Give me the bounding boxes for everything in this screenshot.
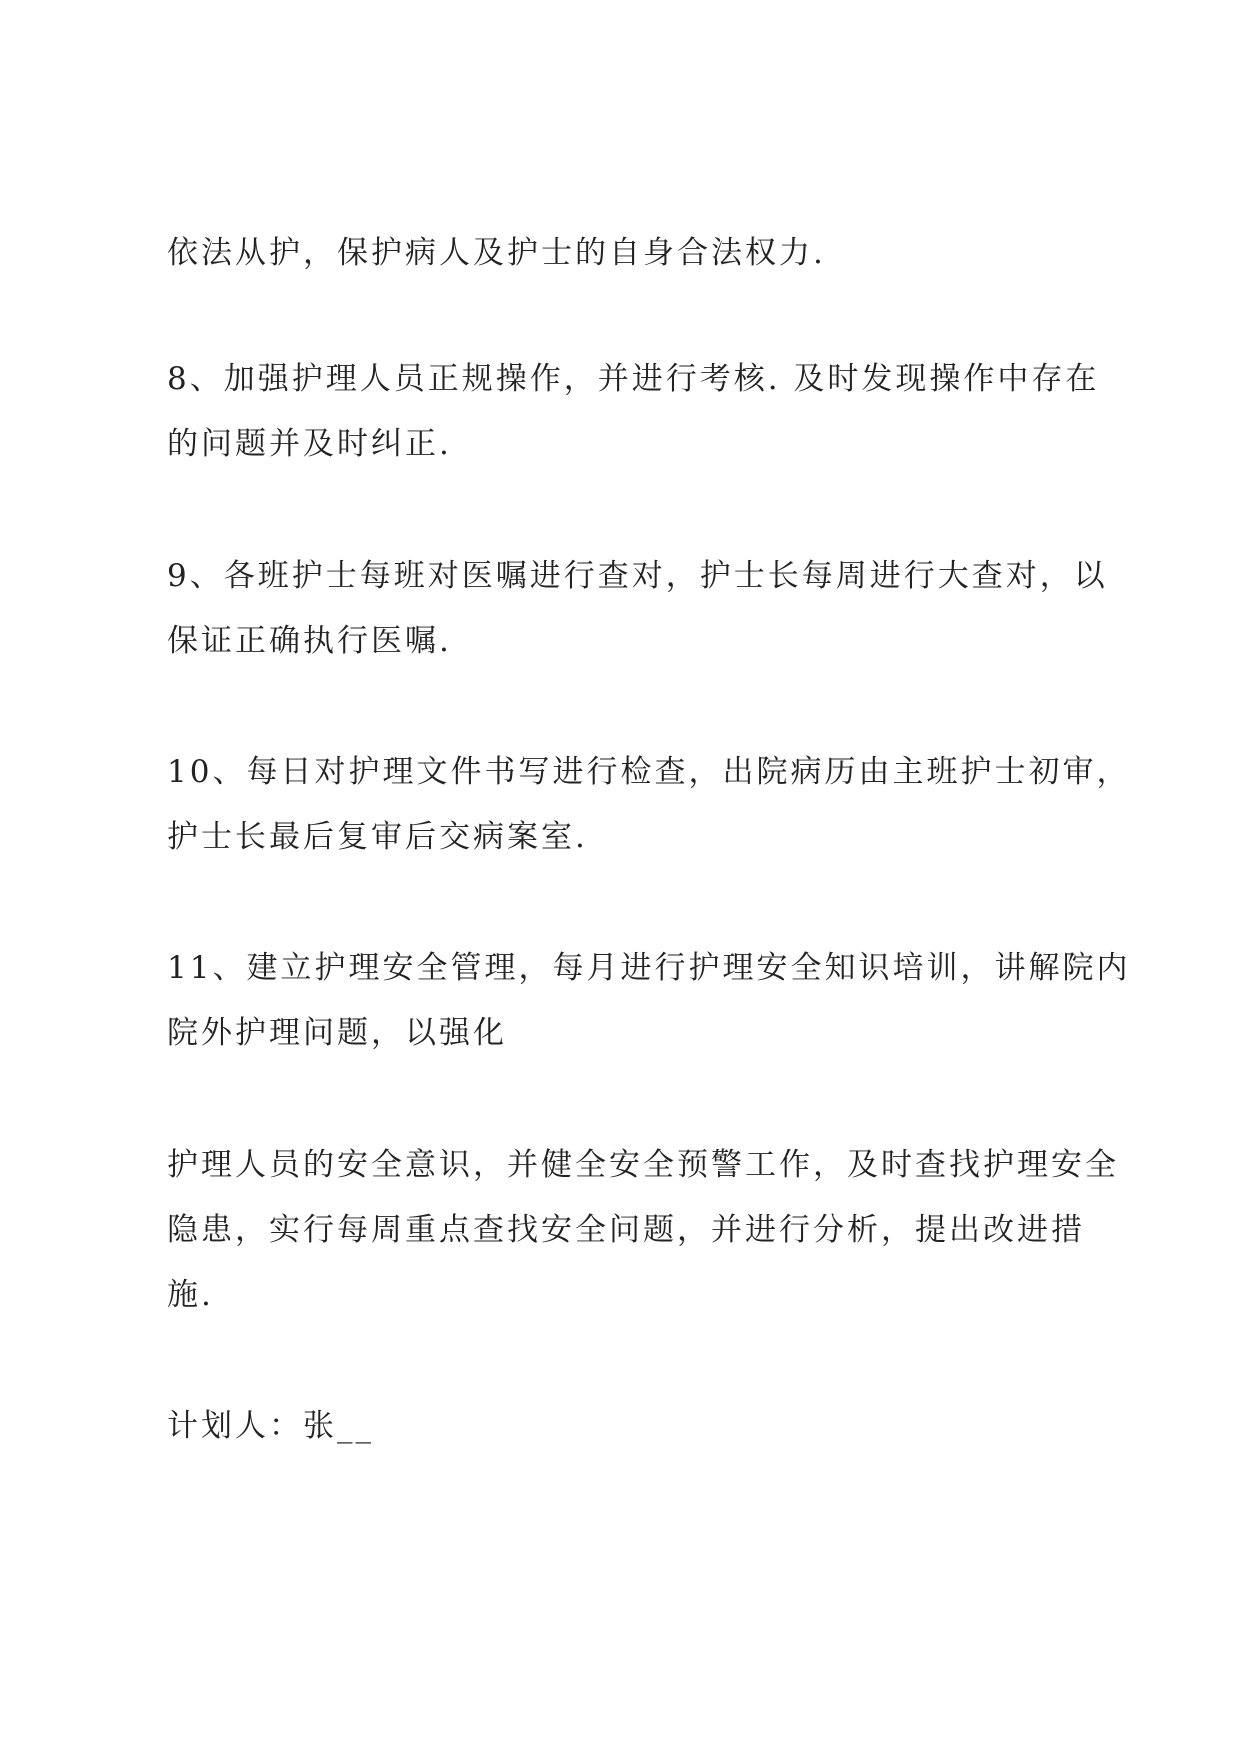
item-10-line-2: 护士长最后复审后交病案室. [167,819,588,855]
paragraph-line-3: 施. [167,1277,214,1313]
item-9-line-1: 9、各班护士每班对医嘱进行查对，护士长每周进行大查对，以 [167,558,1108,594]
item-9-line-2: 保证正确执行医嘱. [167,623,452,659]
text-line: 依法从护，保护病人及护士的自身合法权力. [167,235,826,271]
item-8-line-2: 的问题并及时纠正. [167,426,452,462]
planner-signature-line: 计划人：张__ [167,1408,374,1444]
item-8-line-1: 8、加强护理人员正规操作，并进行考核. 及时发现操作中存在 [167,361,1100,397]
item-11-line-1: 11、建立护理安全管理，每月进行护理安全知识培训，讲解院内 [167,950,1131,986]
paragraph-line-2: 隐患，实行每周重点查找安全问题，并进行分析，提出改进措 [167,1212,1085,1248]
item-11-line-2: 院外护理问题，以强化 [167,1015,507,1051]
item-10-line-1: 10、每日对护理文件书写进行检查，出院病历由主班护士初审， [167,754,1131,790]
paragraph-line-1: 护理人员的安全意识，并健全安全预警工作，及时查找护理安全 [167,1147,1119,1183]
